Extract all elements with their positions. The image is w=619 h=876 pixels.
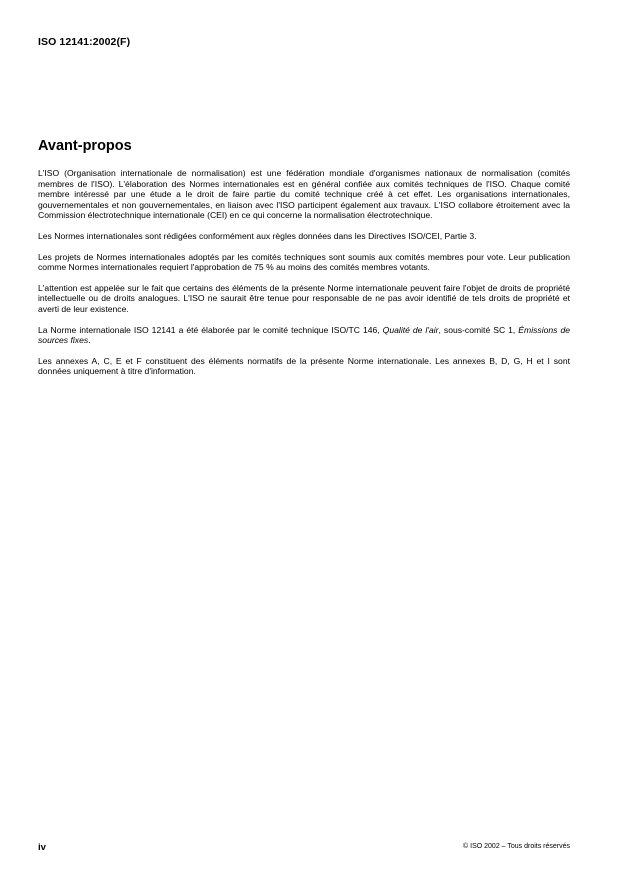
committee-text-part: .	[88, 335, 91, 346]
committee-title: Qualité de l'air	[382, 324, 439, 335]
document-reference: ISO 12141:2002(F)	[38, 36, 131, 48]
paragraph-directives: Les Normes internationales sont rédigées conformément aux règles données dans les Directives ISO/CEI, Partie 3.	[38, 230, 477, 241]
paragraph-annexes: Les annexes A, C, E et F constituent des éléments normatifs de la présente Norme internationale. Les annexes B, D, G, H et I sont données uniquement à titre d'information.	[38, 355, 570, 377]
foreword-body	[38, 168, 570, 387]
paragraph-iso-organisation: L'ISO (Organisation internationale de normalisation) est une fédération mondiale d'organismes nationaux de normalisation (comités membres de l'ISO). L'élaboration des Normes internationales est en général confiée aux comités techniques de l'ISO. Chaque comité membre intéressé par une étude a le droit de faire partie du comité technique créé à cet effet. Les organisations internationales, gouvernementales et non gouvernementales, en liaison avec l'ISO participent également aux travaux. L'ISO collabore étroitement avec la Commission électrotechnique internationale (CEI) en ce qui concerne la normalisation électrotechnique.	[38, 168, 570, 221]
paragraph-technical-committee	[38, 325, 570, 346]
paragraph-voting: Les projets de Normes internationales adoptés par les comités techniques sont soumis aux comités membres pour vote. Leur publication comme Normes internationales requiert l'approbation de 75 % au moins des comités membres votants.	[38, 251, 570, 273]
section-title: Avant-propos	[38, 138, 132, 154]
subcommittee-title: Émissions de sources fixes	[38, 324, 570, 346]
page-number: iv	[38, 842, 46, 853]
committee-text-part: La Norme internationale ISO 12141 a été élaborée par le comité technique ISO/TC 146,	[38, 324, 383, 335]
copyright-notice: © ISO 2002 – Tous droits réservés	[463, 843, 570, 850]
committee-text-part: , sous-comité SC 1,	[438, 324, 519, 335]
paragraph-patent-rights: L'attention est appelée sur le fait que certains des éléments de la présente Norme internationale peuvent faire l'objet de droits de propriété intellectuelle ou de droits analogues. L'ISO ne saurait être tenue pour responsable de ne pas avoir identifié de tels droits de propriété et averti de leur existence.	[38, 282, 570, 314]
